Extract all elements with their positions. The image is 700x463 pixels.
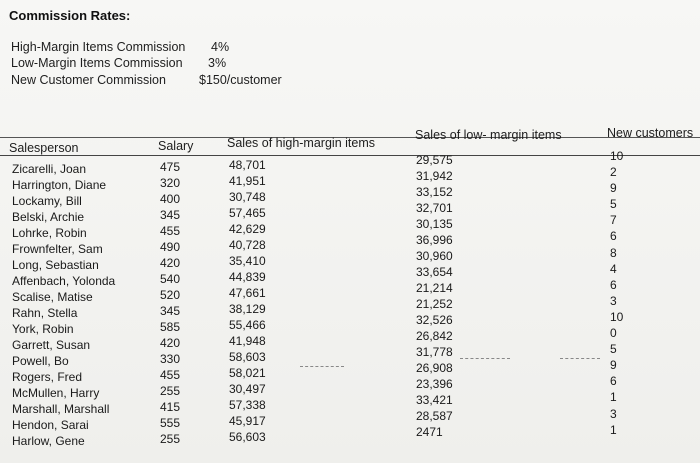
cell-salary: 255: [160, 432, 181, 446]
low-margin-column: [416, 152, 453, 440]
cell-high-margin: 57,465: [229, 206, 266, 220]
cell-new-customers: 1: [610, 390, 617, 405]
header-salary: Salary: [158, 139, 194, 153]
cell-salesperson: Frownfelter, Sam: [12, 242, 103, 256]
cell-salesperson: Garrett, Susan: [12, 338, 91, 352]
cell-salary: 455: [160, 224, 181, 238]
cell-high-margin: 47,661: [229, 286, 266, 300]
pencil-mark: [460, 358, 510, 359]
rate-high-margin: [11, 40, 230, 54]
cell-low-margin: 29,575: [416, 153, 453, 167]
salesperson-column: [12, 161, 115, 449]
cell-low-margin: 32,526: [416, 313, 453, 327]
cell-low-margin: 31,778: [416, 345, 453, 359]
cell-new-customers: 6: [610, 374, 617, 389]
cell-low-margin: 26,908: [416, 361, 453, 375]
rate-label: High-Margin Items Commission: [11, 40, 186, 54]
cell-high-margin: 30,497: [229, 382, 266, 396]
cell-salesperson: York, Robin: [12, 322, 74, 336]
cell-new-customers: 1: [610, 422, 617, 437]
pencil-mark: [560, 358, 600, 359]
cell-high-margin: 57,338: [229, 398, 266, 412]
rate-new-customer: [11, 73, 282, 87]
cell-low-margin: 23,396: [416, 377, 453, 391]
cell-salary: 345: [160, 304, 181, 318]
salary-column: [160, 159, 180, 447]
cell-low-margin: 32,701: [416, 201, 453, 215]
cell-high-margin: 38,129: [229, 302, 266, 316]
cell-new-customers: 10: [610, 309, 624, 324]
cell-salesperson: Harlow, Gene: [12, 434, 85, 448]
table-header-divider: [0, 155, 700, 156]
cell-salesperson: McMullen, Harry: [12, 386, 100, 400]
cell-salesperson: Belski, Archie: [12, 210, 85, 224]
cell-new-customers: 6: [610, 229, 617, 244]
cell-low-margin: 36,996: [416, 233, 453, 247]
header-salesperson: Salesperson: [9, 141, 79, 155]
cell-salary: 330: [160, 352, 181, 366]
cell-high-margin: 56,603: [229, 430, 266, 444]
cell-high-margin: 40,728: [229, 238, 266, 252]
cell-new-customers: 4: [610, 261, 617, 276]
cell-high-margin: 58,603: [229, 350, 266, 364]
cell-salary: 520: [160, 288, 181, 302]
pencil-mark: [300, 366, 344, 367]
cell-salary: 455: [160, 368, 181, 382]
cell-salesperson: Lohrke, Robin: [12, 226, 87, 240]
rate-label: New Customer Commission: [11, 73, 166, 87]
cell-salary: 540: [160, 272, 181, 286]
cell-salary: 585: [160, 320, 181, 334]
cell-salesperson: Rogers, Fred: [12, 370, 83, 384]
cell-new-customers: 10: [610, 149, 624, 163]
cell-low-margin: 33,654: [416, 265, 453, 279]
cell-high-margin: 44,839: [229, 270, 266, 284]
cell-new-customers: 3: [610, 293, 617, 308]
page-title: Commission Rates:: [9, 8, 131, 23]
header-new-customers: New customers: [607, 126, 694, 140]
cell-low-margin: 21,252: [416, 297, 453, 311]
cell-low-margin: 21,214: [416, 281, 453, 295]
cell-low-margin: 28,587: [416, 409, 453, 423]
cell-new-customers: 0: [610, 326, 617, 341]
cell-low-margin: 2471: [416, 425, 443, 439]
cell-new-customers: 3: [610, 406, 617, 421]
cell-new-customers: 5: [610, 342, 617, 357]
cell-new-customers: 6: [610, 277, 617, 292]
cell-low-margin: 31,942: [416, 169, 453, 183]
cell-new-customers: 8: [610, 245, 617, 260]
cell-high-margin: 48,701: [229, 158, 266, 172]
cell-salesperson: Harrington, Diane: [12, 178, 107, 192]
cell-salesperson: Lockamy, Bill: [12, 194, 82, 208]
cell-salesperson: Zicarelli, Joan: [12, 162, 87, 176]
cell-salesperson: Hendon, Sarai: [12, 418, 89, 432]
cell-salary: 555: [160, 416, 181, 430]
cell-low-margin: 33,421: [416, 393, 453, 407]
header-low-margin-sales: Sales of low- margin items: [415, 128, 562, 142]
cell-high-margin: 35,410: [229, 254, 266, 268]
high-margin-column: [229, 157, 266, 445]
rate-value: 4%: [211, 40, 230, 54]
cell-salary: 415: [160, 400, 181, 414]
cell-low-margin: 30,960: [416, 249, 453, 263]
cell-salary: 400: [160, 192, 181, 206]
cell-high-margin: 55,466: [229, 318, 266, 332]
cell-salesperson: Marshall, Marshall: [12, 402, 110, 416]
cell-salesperson: Rahn, Stella: [12, 306, 78, 320]
cell-high-margin: 41,948: [229, 334, 266, 348]
cell-salary: 345: [160, 208, 181, 222]
cell-salary: 420: [160, 336, 181, 350]
cell-low-margin: 33,152: [416, 185, 453, 199]
rate-low-margin: [11, 56, 227, 70]
cell-high-margin: 30,748: [229, 190, 266, 204]
cell-high-margin: 41,951: [229, 174, 266, 188]
cell-high-margin: 58,021: [229, 366, 266, 380]
header-high-margin-sales: Sales of high-margin items: [227, 136, 375, 150]
cell-high-margin: 45,917: [229, 414, 266, 428]
rate-value: $150/customer: [199, 73, 282, 87]
cell-salary: 320: [160, 176, 181, 190]
cell-salary: 255: [160, 384, 181, 398]
cell-salesperson: Affenbach, Yolonda: [12, 274, 116, 288]
rate-value: 3%: [208, 56, 227, 70]
cell-salesperson: Scalise, Matise: [12, 290, 93, 304]
cell-low-margin: 26,842: [416, 329, 453, 343]
cell-new-customers: 5: [610, 197, 617, 212]
cell-new-customers: 9: [610, 358, 617, 373]
cell-salesperson: Long, Sebastian: [12, 258, 99, 272]
cell-new-customers: 2: [610, 165, 617, 180]
rate-label: Low-Margin Items Commission: [11, 56, 183, 70]
cell-salary: 420: [160, 256, 181, 270]
cell-new-customers: 9: [610, 181, 617, 196]
cell-salary: 475: [160, 160, 181, 174]
cell-salary: 490: [160, 240, 181, 254]
cell-low-margin: 30,135: [416, 217, 453, 231]
cell-high-margin: 42,629: [229, 222, 266, 236]
cell-new-customers: 7: [610, 213, 617, 228]
new-customers-column: [610, 148, 623, 438]
cell-salesperson: Powell, Bo: [12, 354, 69, 368]
